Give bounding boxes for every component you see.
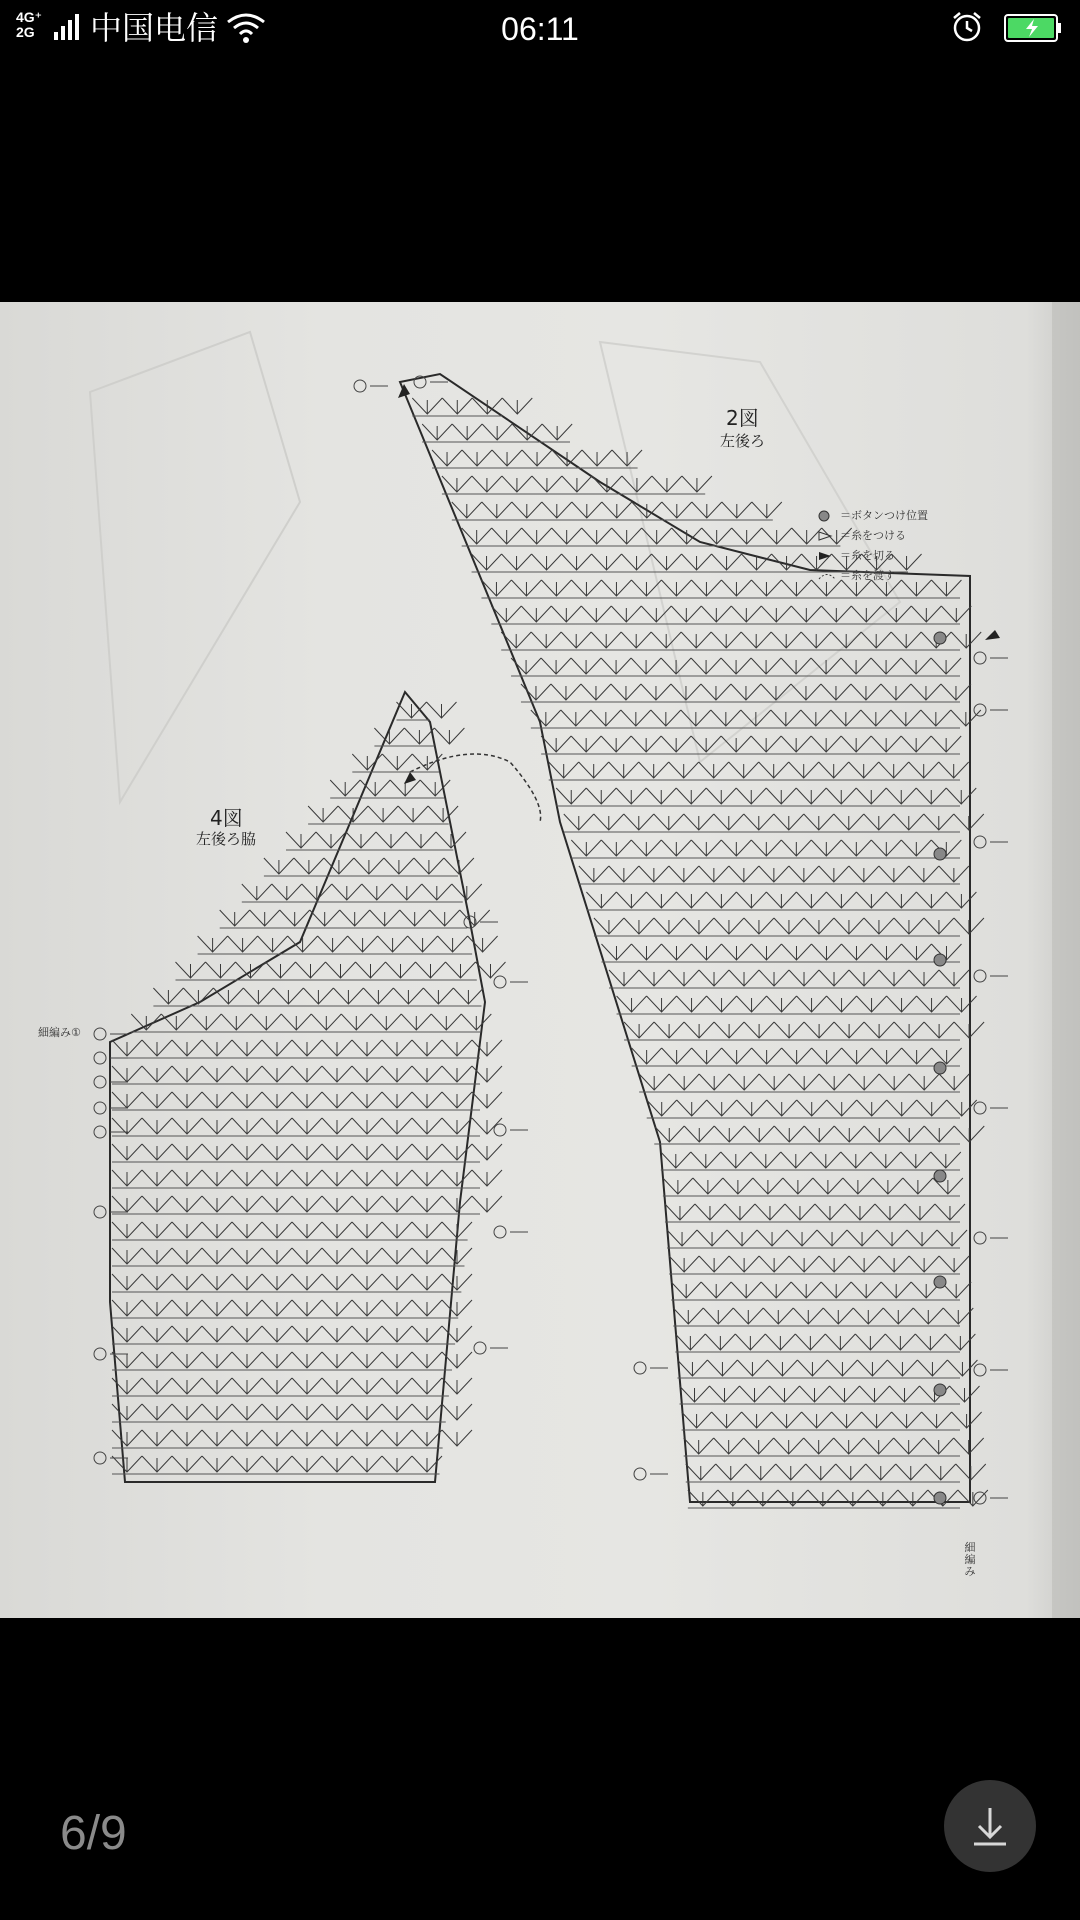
download-button[interactable] [944, 1780, 1036, 1872]
circle-dot-icon [818, 510, 836, 522]
status-bar [0, 0, 1080, 60]
legend-label: ＝糸を切る [840, 549, 895, 562]
photo-view[interactable] [0, 302, 1080, 1618]
fig4-outline [110, 692, 485, 1482]
single-crochet-row-label: 細編み① [38, 1026, 81, 1039]
open-triangle-icon [818, 530, 836, 542]
alarm-icon [950, 10, 984, 44]
clock-time: 06:11 [501, 11, 579, 47]
legend-label: ＝ボタンつけ位置 [840, 509, 928, 522]
legend-item [818, 506, 958, 526]
dashed-curve-icon [818, 570, 836, 582]
single-crochet-label: 細編み [964, 1541, 976, 1578]
legend-label: ＝糸を渡す [840, 569, 895, 582]
filled-triangle-icon [818, 550, 836, 562]
carrier-name: 中国电信 [90, 9, 219, 47]
legend-item [818, 566, 958, 586]
diagram-legend [818, 506, 958, 586]
fig2-title: 2図 [726, 406, 759, 430]
network-type-top: 4G⁺ [16, 9, 43, 25]
legend-item [818, 526, 958, 546]
fig4-title: 4図 [210, 806, 243, 830]
crochet-diagram [0, 302, 1080, 1618]
legend-label: ＝糸をつける [840, 529, 906, 542]
download-icon [966, 1802, 1014, 1850]
legend-item [818, 546, 958, 566]
network-type-bottom: 2G [16, 24, 35, 40]
fig4-subtitle: 左後ろ脇 [196, 830, 257, 848]
page-indicator: 6/9 [60, 1807, 127, 1860]
fig2-subtitle: 左後ろ [720, 432, 766, 450]
battery-icon [1004, 14, 1062, 42]
